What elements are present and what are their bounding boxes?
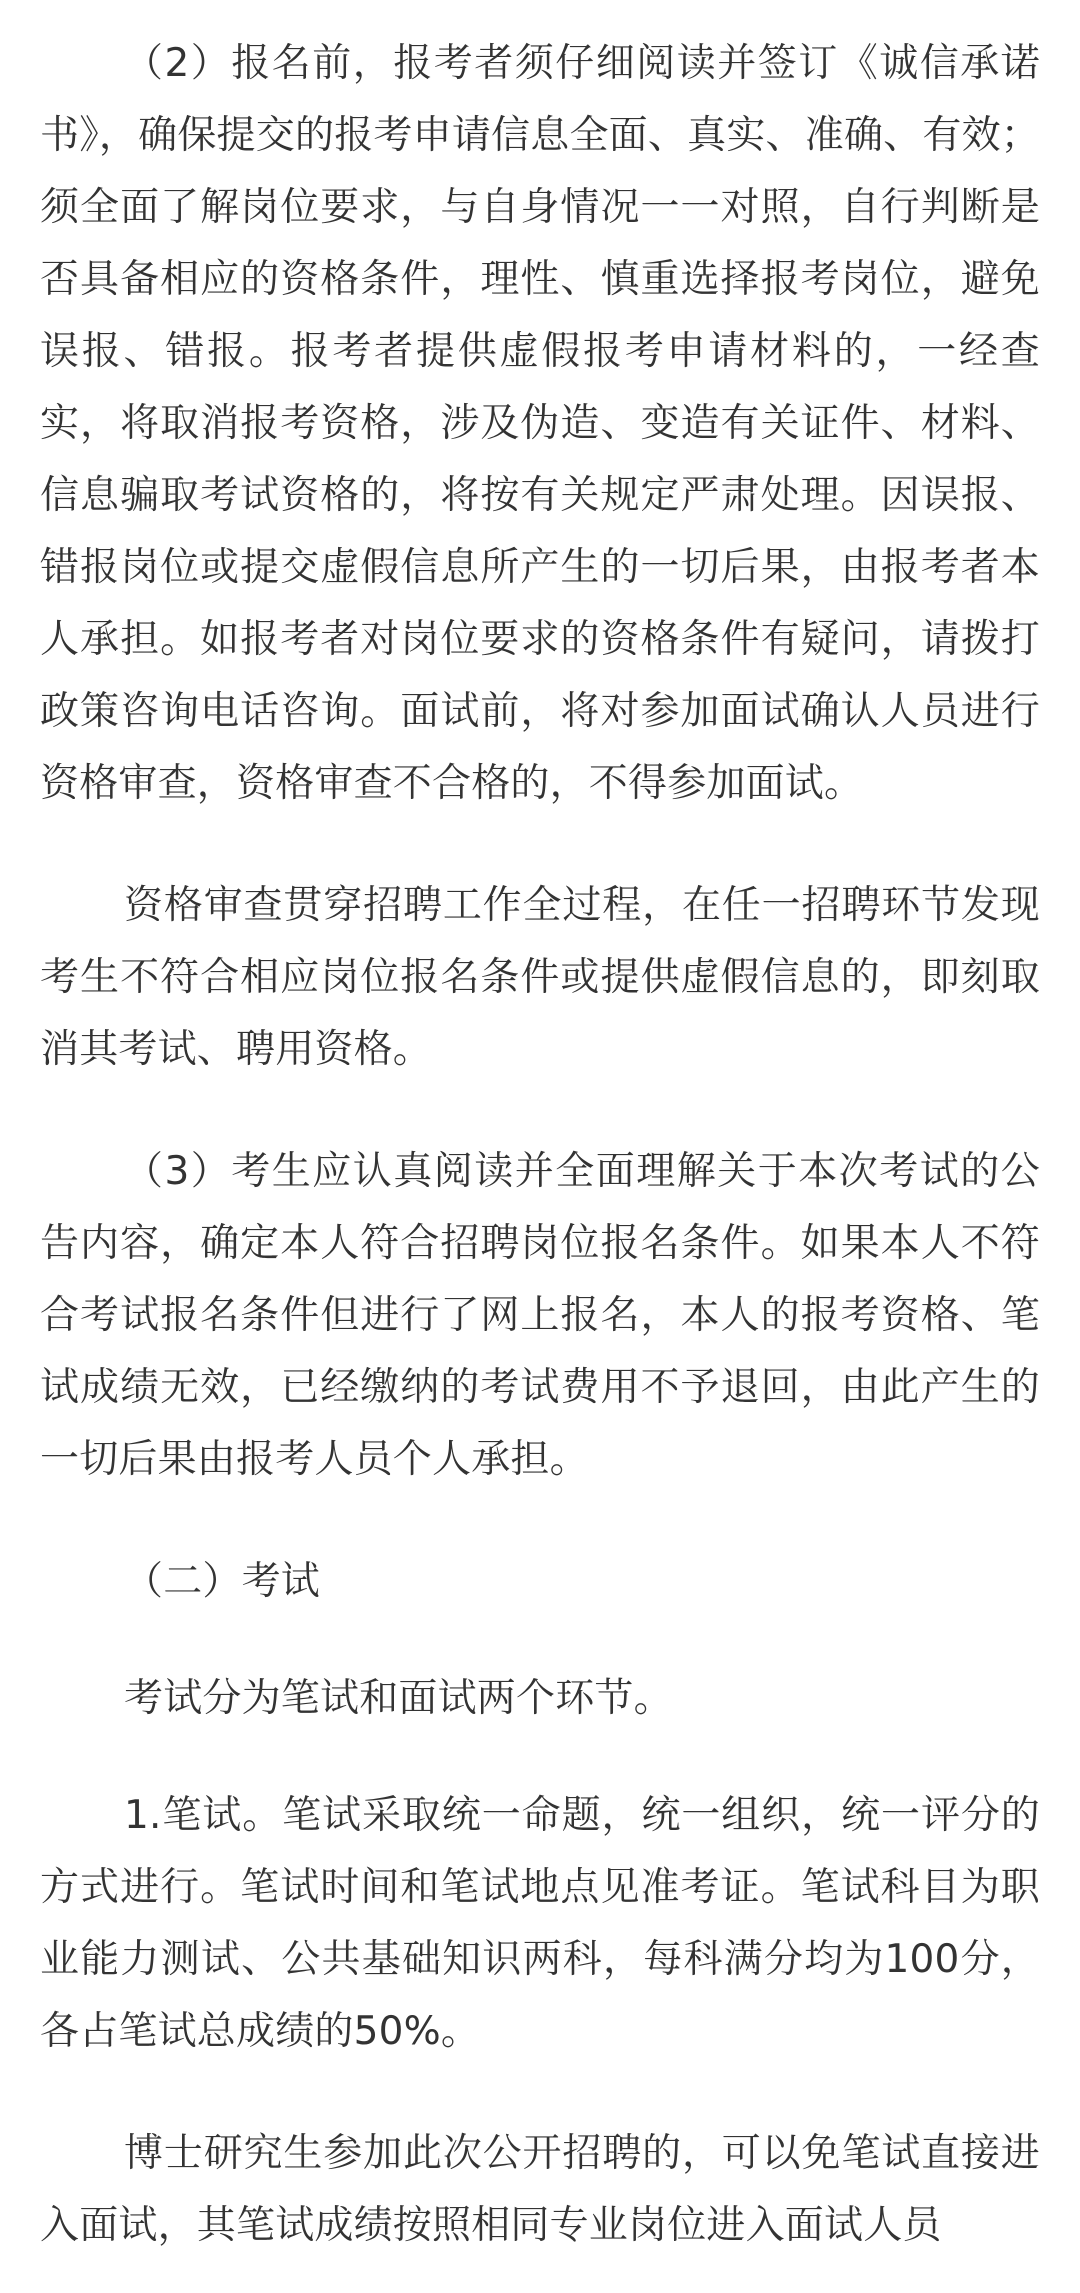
paragraph-spacer	[40, 1618, 1040, 1663]
section-heading-exam: （二）考试	[124, 1559, 321, 1604]
paragraph-phd-exemption: 博士研究生参加此次公开招聘的，可以免笔试直接进入面试，其笔试成绩按照相同专业岗位进入面试人员	[40, 2131, 1040, 2248]
paragraph-qualification-review: 资格审查贯穿招聘工作全过程，在任一招聘环节发现考生不符合相应岗位报名条件或提供虚假信息的，即刻取消其考试、聘用资格。	[40, 883, 1040, 1072]
paragraph-written-exam: 1.笔试。笔试采取统一命题，统一组织，统一评分的方式进行。笔试时间和笔试地点见准考证。笔试科目为职业能力测试、公共基础知识两科，每科满分均为100分，各占笔试总成绩的50%。	[40, 1793, 1040, 2054]
paragraph-spacer	[40, 1735, 1040, 1780]
paragraph-announcement-reading: （3）考生应认真阅读并全面理解关于本次考试的公告内容，确定本人符合招聘岗位报名条件。如果本人不符合考试报名条件但进行了网上报名，本人的报考资格、笔试成绩无效，已经缴纳的考试费用不予退回，由此产生的一切后果由报考人员个人承担。	[40, 1149, 1040, 1482]
paragraph-spacer	[40, 820, 1040, 870]
paragraph-spacer	[40, 1496, 1040, 1546]
paragraph-spacer	[40, 2068, 1040, 2118]
paragraph-registration-integrity: （2）报名前，报考者须仔细阅读并签订《诚信承诺书》，确保提交的报考申请信息全面、真实、准确、有效；须全面了解岗位要求，与自身情况一一对照，自行判断是否具备相应的资格条件，理性、慎重选择报考岗位，避免误报、错报。报考者提供虚假报考申请材料的，一经查实，将取消报考资格，涉及伪造、变造有关证件、材料、信息骗取考试资格的，将按有关规定严肃处理。因误报、错报岗位或提交虚假信息所产生的一切后果，由报考者本人承担。如报考者对岗位要求的资格条件有疑问，请拨打政策咨询电话咨询。面试前，将对参加面试确认人员进行资格审查，资格审查不合格的，不得参加面试。	[40, 41, 1040, 806]
paragraph-exam-stages: 考试分为笔试和面试两个环节。	[124, 1676, 673, 1721]
article-body	[40, 28, 1040, 2262]
paragraph-spacer	[40, 1086, 1040, 1136]
